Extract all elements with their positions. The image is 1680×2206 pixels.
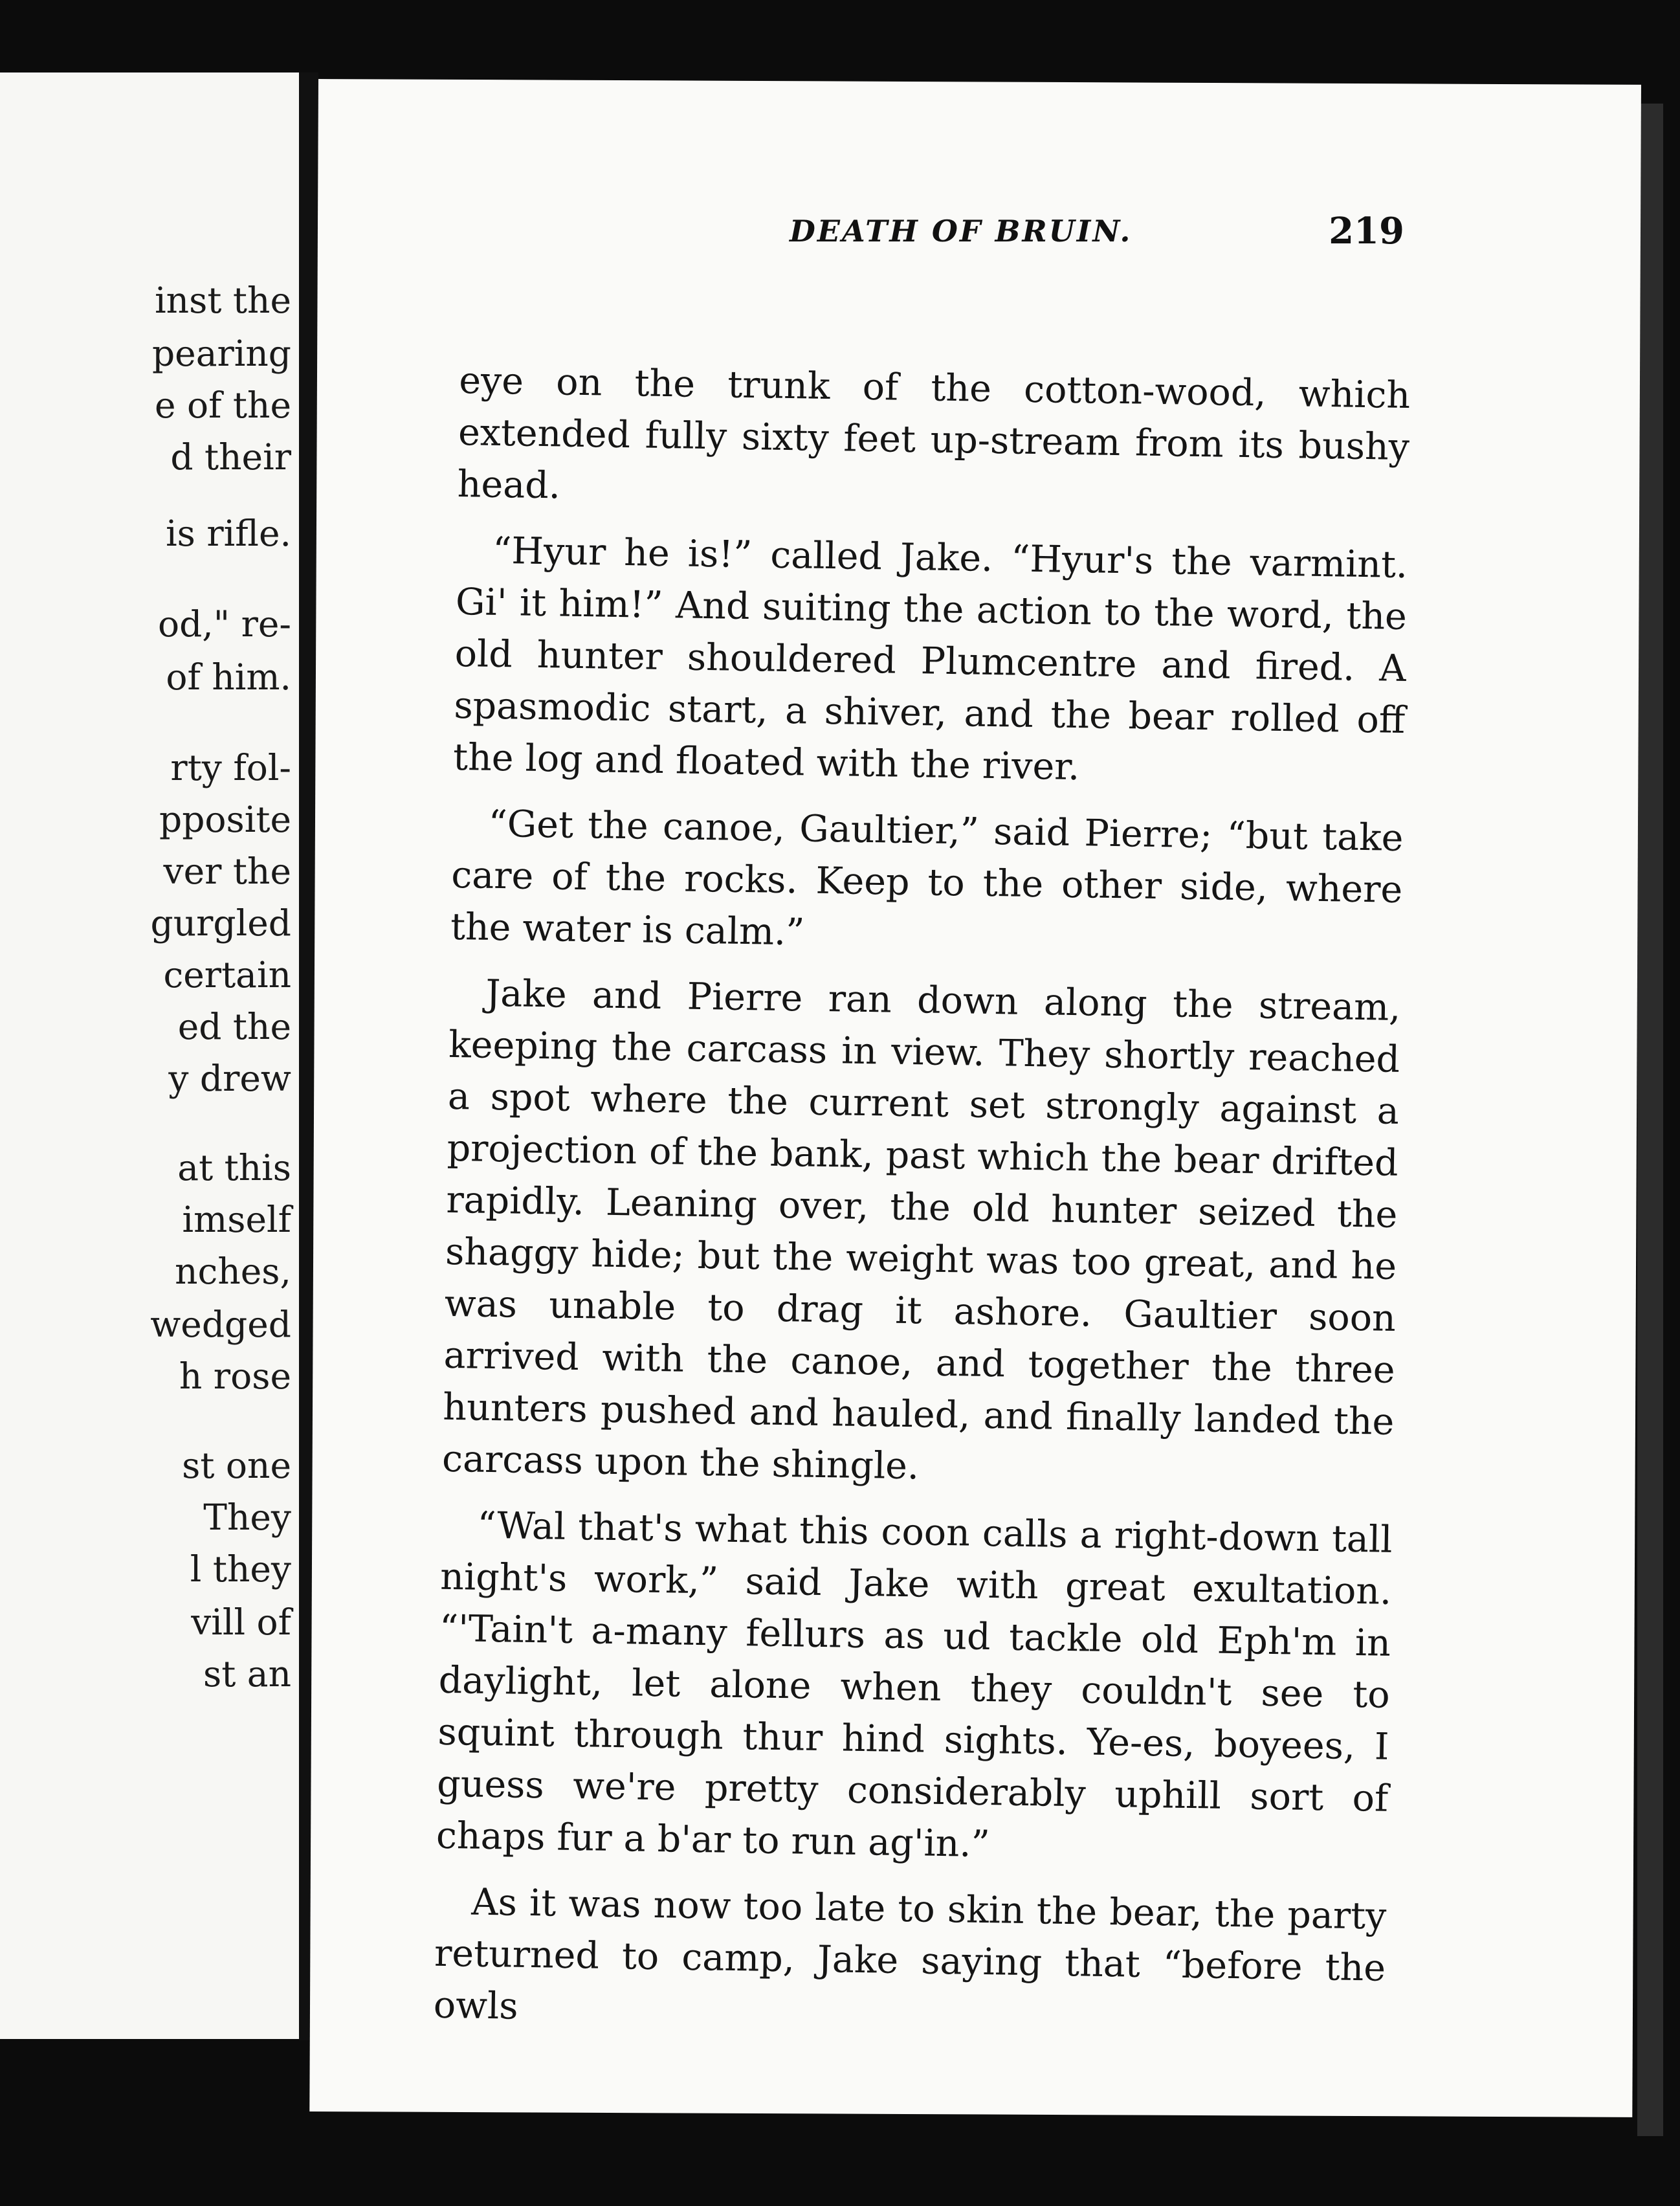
page-edge-shadow	[1637, 104, 1663, 2136]
paragraph-1: eye on the trunk of the cotton-wood, which extended fully sixty feet up-stream from its bushy head.	[457, 359, 1411, 507]
left-page	[0, 72, 299, 2039]
left-page-line: gurgled	[150, 902, 291, 944]
paragraph-4: Jake and Pierre ran down along the stream, keeping the carcass in view. They shortly reached a spot where the current set strongly against a projection of the bank, past which the bear drifted rapidly. Leaning over, the old hunter seized the shaggy hide; but the weight was too great, and he was unable to drag it ashore. Gaultier soon arrived with the canoe, and together the three hunters pushed and hauled, and finally landed the carcass upon the shingle.	[441, 972, 1401, 1488]
left-page-line: od," re-	[157, 603, 291, 645]
left-page-line: at this	[177, 1147, 291, 1188]
left-page-line: certain	[163, 954, 291, 996]
page-number: 219	[1329, 210, 1404, 252]
left-page-line: imself	[182, 1199, 291, 1240]
running-head	[472, 210, 1404, 265]
left-page-line: d their	[170, 436, 291, 478]
left-page-line: inst the	[155, 280, 291, 321]
left-page-line: They	[203, 1497, 291, 1538]
left-page-line: ed the	[177, 1006, 291, 1047]
paragraph-5: “Wal that's what this coon calls a right-down tall night's work,” said Jake with great exultation. “'Tain't a-many fellurs as ud tackle old Eph'm in daylight, let alone when they couldn't see to squint through thur hind sights. Ye-es, boyees, I guess we're pretty considerably uphill sort of chaps fur a b'ar to run ag'in.”	[436, 1504, 1393, 1866]
left-page-line: ver the	[163, 851, 291, 892]
paragraph-2: “Hyur he is!” called Jake. “Hyur's the varmint. Gi' it him!” And suiting the action to the word, the old hunter shouldered Plumcentre and fired. A spasmodic start, a shiver, and the bear rolled off the log and floated with the river.	[452, 529, 1408, 789]
left-page-line: rty fol-	[170, 747, 291, 788]
left-page-line: h rose	[179, 1355, 291, 1397]
left-page-line: st an	[203, 1653, 291, 1695]
left-page-line: y drew	[168, 1058, 291, 1099]
left-page-line: wedged	[150, 1304, 291, 1345]
left-page-line: st one	[182, 1445, 291, 1486]
paragraph-6: As it was now too late to skin the bear, the party returned to camp, Jake saying that “before the owls	[433, 1880, 1387, 2028]
left-page-line: is rifle.	[166, 513, 291, 554]
running-title: DEATH OF BRUIN.	[790, 214, 1133, 249]
left-page-line: vill of	[191, 1601, 291, 1643]
paragraph-3: “Get the canoe, Gaultier,” said Pierre; “but take care of the rocks. Keep to the other side, where the water is calm.”	[450, 802, 1404, 954]
left-page-line: pearing	[151, 333, 291, 374]
left-page-line: e of the	[154, 384, 291, 426]
left-page-line: of him.	[166, 656, 291, 698]
left-page-line: pposite	[159, 799, 291, 840]
body-text	[433, 355, 1411, 2060]
left-page-line: l they	[190, 1548, 291, 1590]
left-page-line: nches,	[175, 1251, 291, 1292]
